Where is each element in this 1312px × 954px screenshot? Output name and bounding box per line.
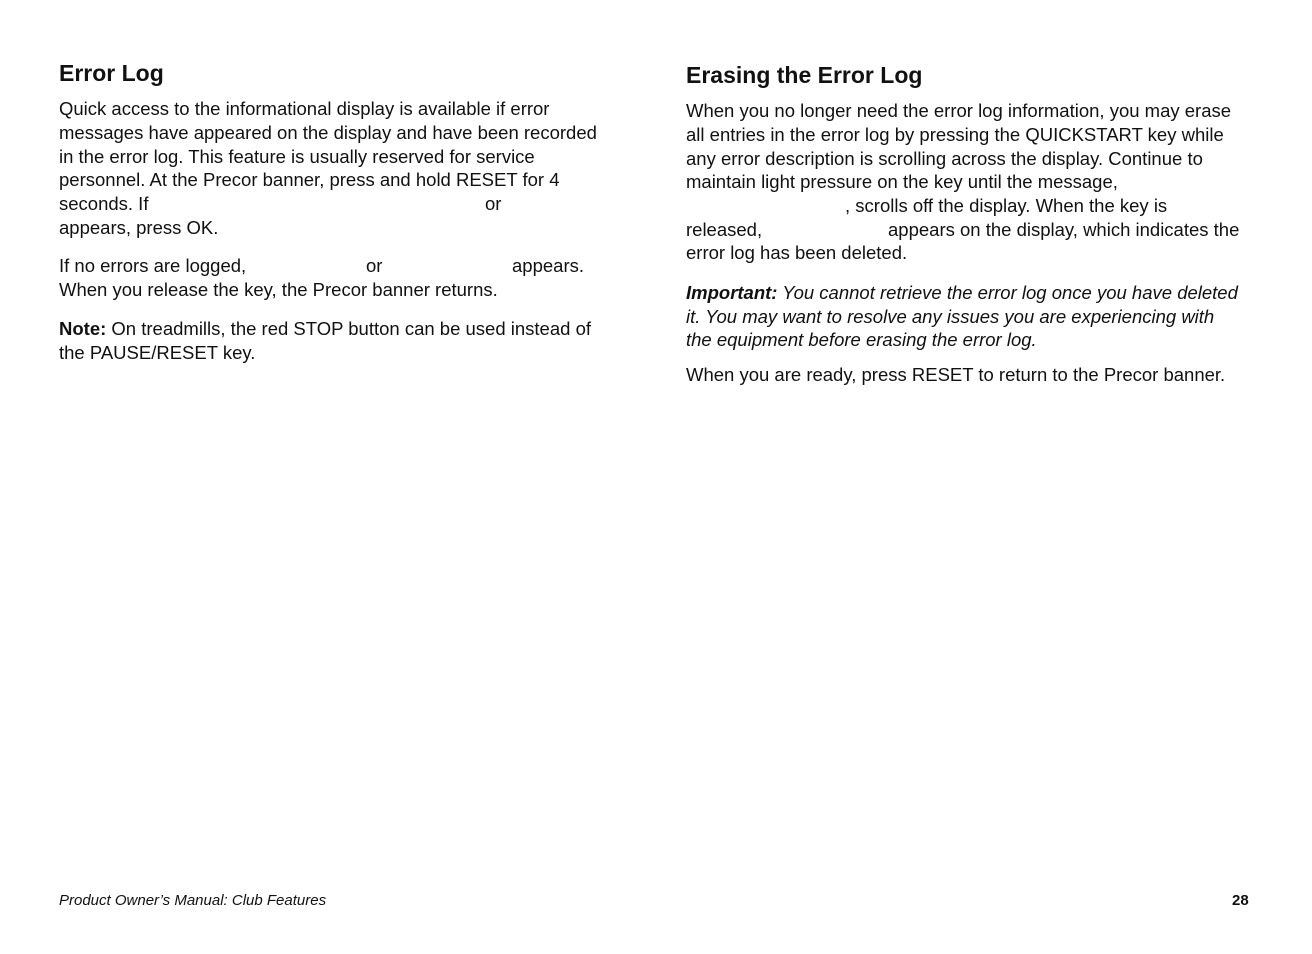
text-fragment: or xyxy=(366,255,383,276)
section-heading-erasing-error-log: Erasing the Error Log xyxy=(686,62,923,88)
text-fragment: appears on the display, which indicates the xyxy=(888,219,1240,240)
text-fragment: seconds. If xyxy=(59,193,149,214)
text-fragment: If no errors are logged, xyxy=(59,255,247,276)
important-label: Important: xyxy=(686,282,778,303)
note-label: Note: xyxy=(59,318,107,339)
text-line: the PAUSE/RESET key. xyxy=(59,342,256,363)
text-fragment: released, xyxy=(686,219,763,240)
text-line: When you no longer need the error log information, you may erase xyxy=(686,100,1232,121)
text-line xyxy=(686,281,1238,305)
text-line: error log has been deleted. xyxy=(686,242,908,263)
text-fragment: On treadmills, the red STOP button can be used instead of xyxy=(106,318,591,339)
text-line xyxy=(59,317,591,341)
reset-paragraph: When you are ready, press RESET to return to the Precor banner. xyxy=(686,364,1226,385)
text-line: appears, press OK. xyxy=(59,217,219,238)
text-fragment: appears. xyxy=(512,255,584,276)
text-line: messages have appeared on the display and have been recorded xyxy=(59,122,597,143)
text-line: it. You may want to resolve any issues you are experiencing with xyxy=(686,306,1215,327)
text-line: all entries in the error log by pressing the QUICKSTART key while xyxy=(686,124,1224,145)
text-line: in the error log. This feature is usually reserved for service xyxy=(59,146,535,167)
text-line: When you release the key, the Precor banner returns. xyxy=(59,279,498,300)
text-fragment: or xyxy=(485,193,502,214)
text-line: Quick access to the informational display is available if error xyxy=(59,98,550,119)
text-fragment: , scrolls off the display. When the key is xyxy=(845,195,1168,216)
text-line: the equipment before erasing the error log. xyxy=(686,329,1037,350)
footer-manual-title: Product Owner’s Manual: Club Features xyxy=(59,892,327,909)
text-line: any error description is scrolling across the display. Continue to xyxy=(686,148,1203,169)
text-line: personnel. At the Precor banner, press and hold RESET for 4 xyxy=(59,169,560,190)
section-heading-error-log: Error Log xyxy=(59,60,164,86)
page-number: 28 xyxy=(1232,892,1249,909)
text-line: maintain light pressure on the key until the message, xyxy=(686,171,1118,192)
text-fragment: You cannot retrieve the error log once you have deleted xyxy=(777,282,1238,303)
